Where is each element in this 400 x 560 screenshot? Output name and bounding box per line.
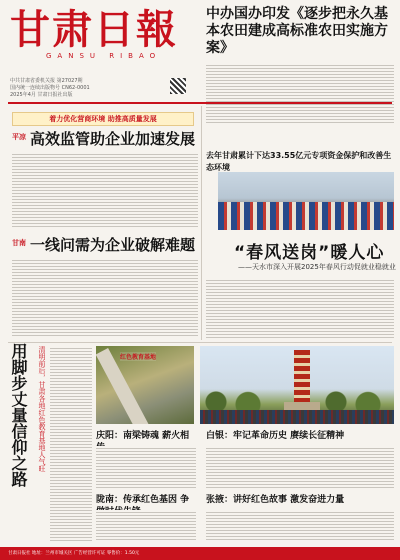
top-rule: [8, 102, 392, 104]
feature-subtitle: 清明前后，甘肃各地红色教育基地人气旺: [38, 346, 46, 472]
story-baiyin: 白银：牢记革命历史 赓续长征精神: [206, 431, 345, 441]
top-story: [206, 6, 394, 125]
story-zhangye: 张掖：讲好红色故事 激发奋进力量: [206, 495, 345, 505]
story-zhangye-body: [206, 510, 394, 542]
quote-body: [206, 278, 394, 338]
masthead: [10, 8, 198, 70]
story-qingyang-body: [96, 446, 196, 490]
quote-title: “春风送岗”暖人心: [234, 243, 385, 263]
footer-bar: 甘肃日报社 地址：兰州市城关区 广告经营许可证 零售价：1.50元: [0, 547, 400, 560]
top-headline: 中办国办印发《逐步把永久基本农田建成高标准农田实施方案》: [206, 6, 388, 56]
logo-latin: GANSU RIBAO: [46, 52, 162, 60]
qr-code-icon: [170, 78, 186, 94]
job-fair-photo: [218, 172, 394, 230]
section-divider: [8, 342, 392, 343]
story1-body: [12, 152, 198, 228]
issue-line-3: 2025年4月 甘肃日报社出版: [10, 92, 73, 98]
feature-body: [50, 346, 92, 542]
issue-line-1: 中共甘肃省委机关报 第27027期: [10, 78, 83, 84]
section-banner: 着力优化营商环境 助推高质量发展: [12, 112, 194, 126]
red-base-photo: [96, 346, 194, 424]
issue-line-2: 国内统一连续出版物号 CN62-0001: [10, 85, 90, 91]
feature-title: 用脚步丈量信仰之路: [9, 343, 28, 487]
photo-label: 红色教育基地: [120, 354, 157, 361]
story2-title: 一线问需为企业破解难题: [30, 236, 196, 254]
story2-body: [12, 258, 198, 338]
story-qingyang: 庆阳：南梁铸魂 薪火相: [96, 431, 190, 441]
newspaper-logo: 甘肃日報: [10, 6, 178, 53]
memorial-tower-photo: [200, 346, 394, 424]
story-longnan-body: [96, 510, 196, 542]
column-divider: [201, 106, 202, 340]
story-baiyin-body: [206, 446, 394, 490]
story-longnan: 陇南：传承红色基因 争: [96, 495, 190, 505]
story2-tag: 甘南: [12, 239, 26, 247]
subhead: 去年甘肃累计下达33.55亿元专项资金保护和改善生态环境: [206, 151, 392, 172]
top-story-body: [206, 63, 394, 125]
story1-title: 高效监管助企业加速发展: [30, 130, 196, 148]
story1-tag: 平凉: [12, 133, 26, 141]
quote-sub: ——天水市深入开展2025年春风行动促就业稳就业: [238, 263, 396, 271]
